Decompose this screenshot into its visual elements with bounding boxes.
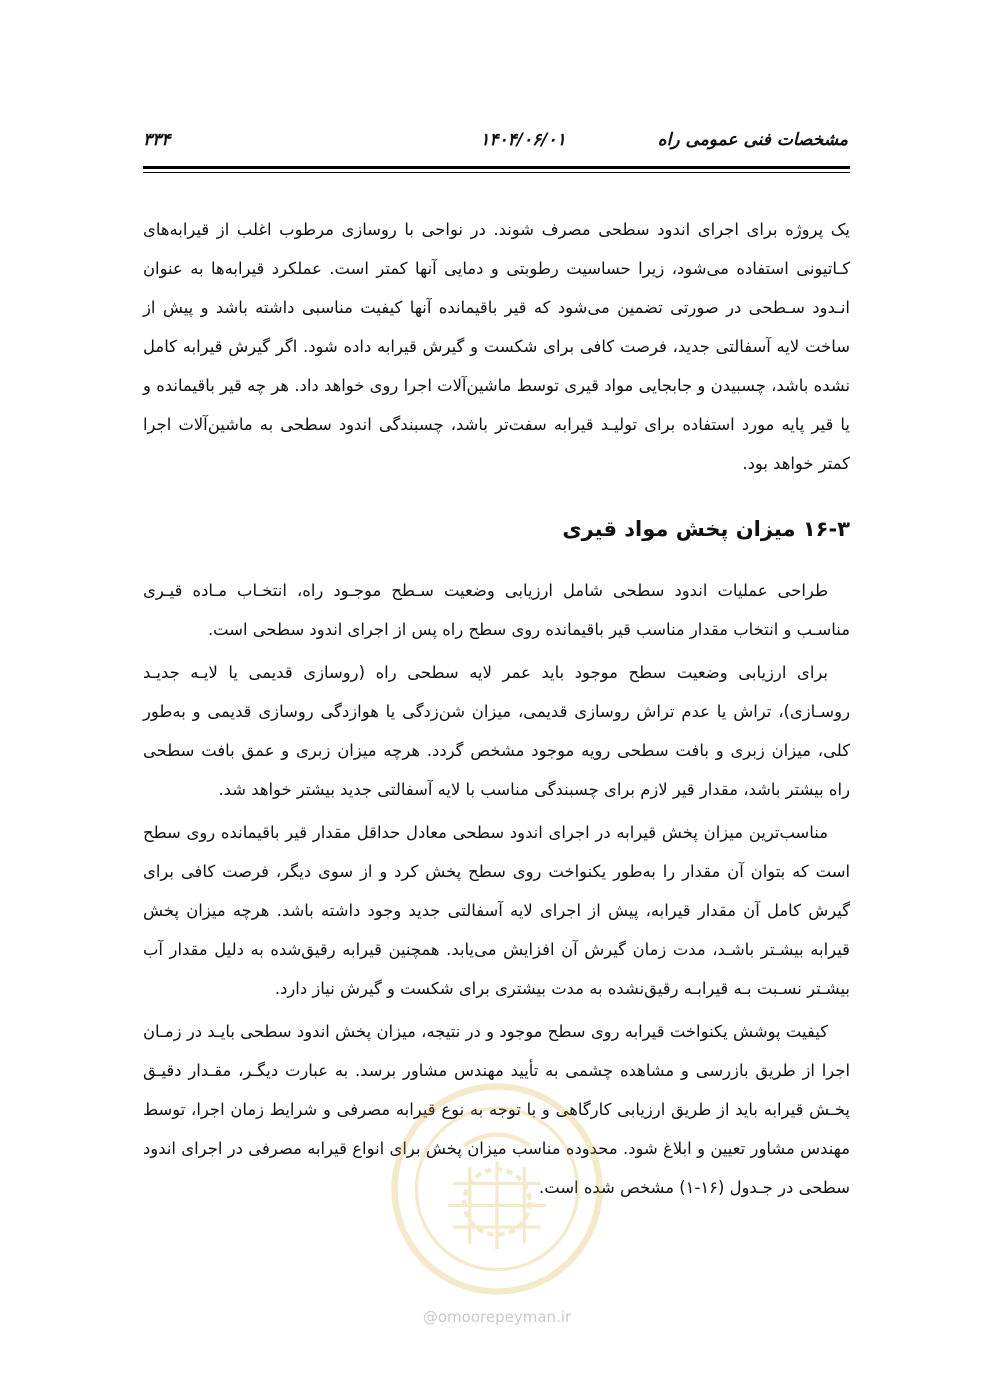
body-paragraph-3: مناسب‌ترین میزان پخش قیرابه در اجرای اندود سطحی معادل حداقل مقدار قیر باقیمانده روی سطح است که بتوان آن مقدار را به‌طور یکنواخت روی سطح پخش کرد و از سوی دیگر، فرصت کافی برای گیرش کامل آن مقدار قیرابه، پیش از اجرای لایه آسفالتی جدید وجود داشته باشد. هرچه میزان پخش قیرابه بیشـتر باشـد، مدت زمان گیرش آن افزایش می‌یابد. همچنین قیرابه رقیق‌شده به دلیل مقدار آب بیشـتر نسـبت بـه قیرابـه رقیق‌نشده به مدت بیشتری برای شکست و گیرش نیاز دارد. (143, 823, 850, 998)
body-paragraph-1: طراحی عملیات اندود سطحی شامل ارزیابی وضعیت سـطح موجـود راه، انتخـاب مـاده قیـری مناسـب و انتخاب مقدار مناسب قیر باقیمانده روی سطح راه پس از اجرای اندود سطحی است. (143, 581, 850, 639)
section-heading: ۱۶-۳ میزان پخش مواد قیری (562, 517, 850, 541)
body-paragraph-4: کیفیت پوشش یکنواخت قیرابه روی سطح موجود و در نتیجه، میزان پخش اندود سطحی بایـد در زمـان اجرا از طریق بازرسی و مشاهده چشمی به تأیید مهندس مشاور برسد. به عبارت دیگـر، مقـدار دقیـق پخـش قیرابه باید از طریق ارزیابی کارگاهی و با توجه به نوع قیرابه مصرفی و شرایط زمان اجرا، توسط مهندس مشاور تعیین و ابلاغ شود. محدوده مناسب میزان پخش برای انواع قیرابه مصرفی در اجرای اندود سطحی در جـدول (۱۶-۱) مشخص شده است. (143, 1022, 850, 1197)
watermark-text: @omoorepeyman.ir (422, 1308, 572, 1326)
header-rule-thin (143, 172, 850, 173)
page-header (143, 122, 848, 162)
book-title: مشخصات فنی عمومی راه (657, 130, 848, 150)
page-number: ۳۳۴ (143, 130, 171, 150)
body-paragraph-2: برای ارزیابی وضعیت سطح موجود باید عمر لایه سطحی راه (روسازی قدیمی یا لایـه جدیـد روسـازی)، تراش یا عدم تراش روسازی قدیمی، میزان شن‌زدگی یا هوازدگی روسازی قدیمی و به‌طور کلی، میزان زبری و بافت سطحی رویه موجود مشخص گردد. هرچه میزان زبری و عمق بافت سطحی راه بیشتر باشد، مقدار قیر لازم برای چسبندگی مناسب با لایه آسفالتی جدید بیشتر خواهد شد. (143, 663, 850, 799)
page-body (143, 210, 850, 1207)
header-rule-thick (143, 166, 850, 169)
intro-paragraph: یک پروژه برای اجرای اندود سطحی مصرف شوند. در نواحی با روسازی مرطوب اغلب از قیرابه‌های کـاتیونی استفاده می‌شود، زیرا حساسیت رطوبتی و دمایی آنها کمتر است. عملکرد قیرابه‌ها به عنوان انـدود سـطحی در صورتی تضمین می‌شود که قیر باقیمانده آنها کیفیت مناسبی داشته باشد و پیش از ساخت لایه آسفالتی جدید، فرصت کافی برای شکست و گیرش قیرابه داده شود. اگر گیرش قیرابه کامل نشده باشد، چسبیدن و جابجایی مواد قیری توسط ماشین‌آلات اجرا روی خواهد داد. هر چه قیر باقیمانده و یا قیر پایه مورد استفاده برای تولیـد قیرابه سفت‌تر باشد، چسبندگی اندود سطحی به ماشین‌آلات اجرا کمتر خواهد بود. (143, 220, 850, 473)
header-date: ۱۴۰۴/۰۶/۰۱ (480, 130, 566, 150)
